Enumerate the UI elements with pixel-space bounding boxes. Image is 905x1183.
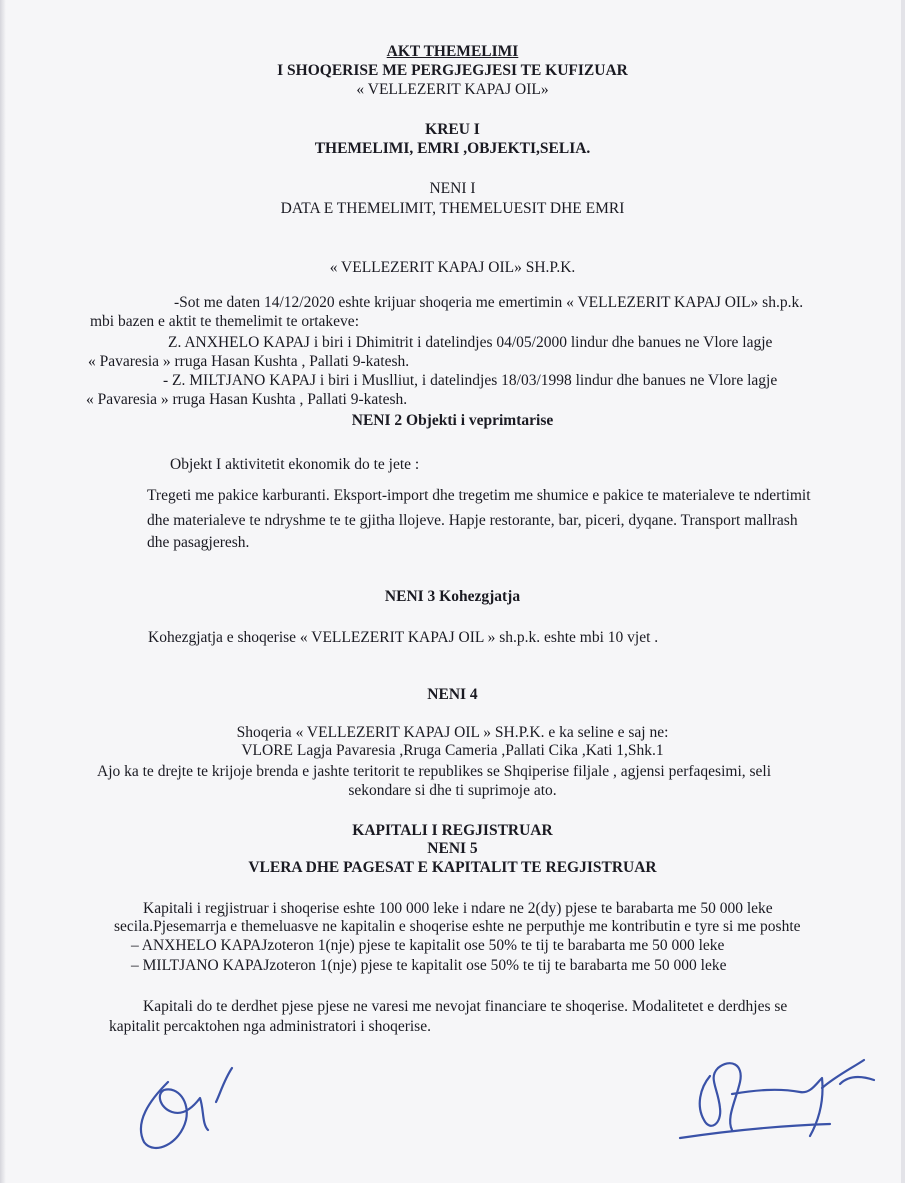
kapitali-subtitle: VLERA DHE PAGESAT E KAPITALIT TE REGJISTRUAR (248, 859, 657, 876)
company-name: « VELLEZERIT KAPAJ OIL» (356, 81, 549, 98)
paragraph-line: kapitalit percaktohen nga administratori i shoqerise. (109, 1018, 431, 1035)
neni1-company: « VELLEZERIT KAPAJ OIL» SH.P.K. (329, 259, 576, 276)
share-line: – MILTJANO KAPAJzoteron 1(nje) pjese te kapitalit ose 50% te tij te barabarta me 50 000 leke (131, 957, 727, 974)
document-subtitle: I SHOQERISE ME PERGJEGJESI TE KUFIZUAR (277, 62, 628, 79)
neni5-title: NENI 5 (427, 840, 478, 857)
neni1-title: NENI I (429, 180, 476, 197)
paragraph-line: Kapitali do te derdhet pjese pjese ne varesi me nevojat financiare te shoqerise. Modalitetet e derdhjes se (143, 998, 788, 1015)
signature-right (660, 1048, 890, 1158)
signature-stroke (141, 1082, 208, 1148)
signature-stroke (680, 1124, 830, 1138)
neni4-line: Ajo ka te drejte te krijoje brenda e jashte teritorit te republikes se Shqiperise filjale , agjensi perfaqesimi, seli (97, 763, 772, 780)
signature-stroke (216, 1068, 232, 1102)
founder-line: « Pavaresia » rruga Hasan Kushta , Pallati 9-katesh. (88, 353, 410, 370)
neni2-intro: Objekt I aktivitetit ekonomik do te jete : (170, 456, 420, 473)
neni4-line: sekondare si dhe ti suprimoje ato. (348, 782, 557, 799)
share-line: – ANXHELO KAPAJzoteron 1(nje) pjese te kapitalit ose 50% te tij te barabarta me 50 000 leke (131, 937, 725, 954)
neni4-line: VLORE Lagja Pavaresia ,Rruga Cameria ,Pallati Cika ,Kati 1,Shk.1 (241, 742, 664, 759)
kapitali-title: KAPITALI I REGJISTRUAR (352, 822, 553, 839)
signature-stroke (700, 1063, 741, 1130)
kreu-subtitle: THEMELIMI, EMRI ,OBJEKTI,SELIA. (314, 140, 591, 157)
neni4-title: NENI 4 (427, 686, 478, 703)
neni3-text: Kohezgjatja e shoqerise « VELLEZERIT KAPAJ OIL » sh.p.k. eshte mbi 10 vjet . (148, 629, 659, 646)
paragraph-line: dhe materialeve te ndryshme te te gjitha llojeve. Hapje restorante, bar, piceri, dyqane. Transport mallrash (147, 512, 798, 529)
paragraph-line: dhe pasagjeresh. (147, 534, 250, 551)
kreu-title: KREU I (425, 121, 480, 138)
paragraph-line: secila.Pjesemarrja e themeluasve ne kapitalin e shoqerise eshte ne perputhje me kontributin e tyre si me poshte (114, 918, 801, 935)
signature-stroke (822, 1060, 874, 1088)
paragraph-line: mbi bazen e aktit te themelimit te ortakeve: (90, 313, 359, 330)
paragraph-line: Kapitali i regjistruar i shoqerise eshte 100 000 leke i ndare ne 2(dy) pjese te barabarta me 50 000 leke (143, 900, 773, 917)
neni4-line: Shoqeria « VELLEZERIT KAPAJ OIL » SH.P.K. e ka seline e saj ne: (236, 724, 669, 741)
founder-line: Z. ANXHELO KAPAJ i biri i Dhimitrit i datelindjes 04/05/2000 lindur dhe banues ne Vlore lagje (168, 334, 773, 351)
document-title: AKT THEMELIMI (386, 43, 519, 60)
paragraph-line: Tregeti me pakice karburanti. Eksport-import dhe tregetim me shumice e pakice te materialeve te ndertimit (147, 487, 811, 504)
neni1-subtitle: DATA E THEMELIMIT, THEMELUESIT DHE EMRI (280, 200, 625, 217)
neni3-title: NENI 3 Kohezgjatja (384, 588, 521, 605)
founder-line: - Z. MILTJANO KAPAJ i biri i Muslliut, i datelindjes 18/03/1998 lindur dhe banues ne Vlore lagje (163, 372, 778, 389)
founder-line: « Pavaresia » rruga Hasan Kushta , Pallati 9-katesh. (86, 391, 408, 408)
paragraph-line: -Sot me daten 14/12/2020 eshte krijuar shoqeria me emertimin « VELLEZERIT KAPAJ OIL» sh.p.k. (174, 294, 804, 311)
signature-left (120, 1060, 260, 1160)
neni2-title: NENI 2 Objekti i veprimtarise (351, 412, 554, 429)
